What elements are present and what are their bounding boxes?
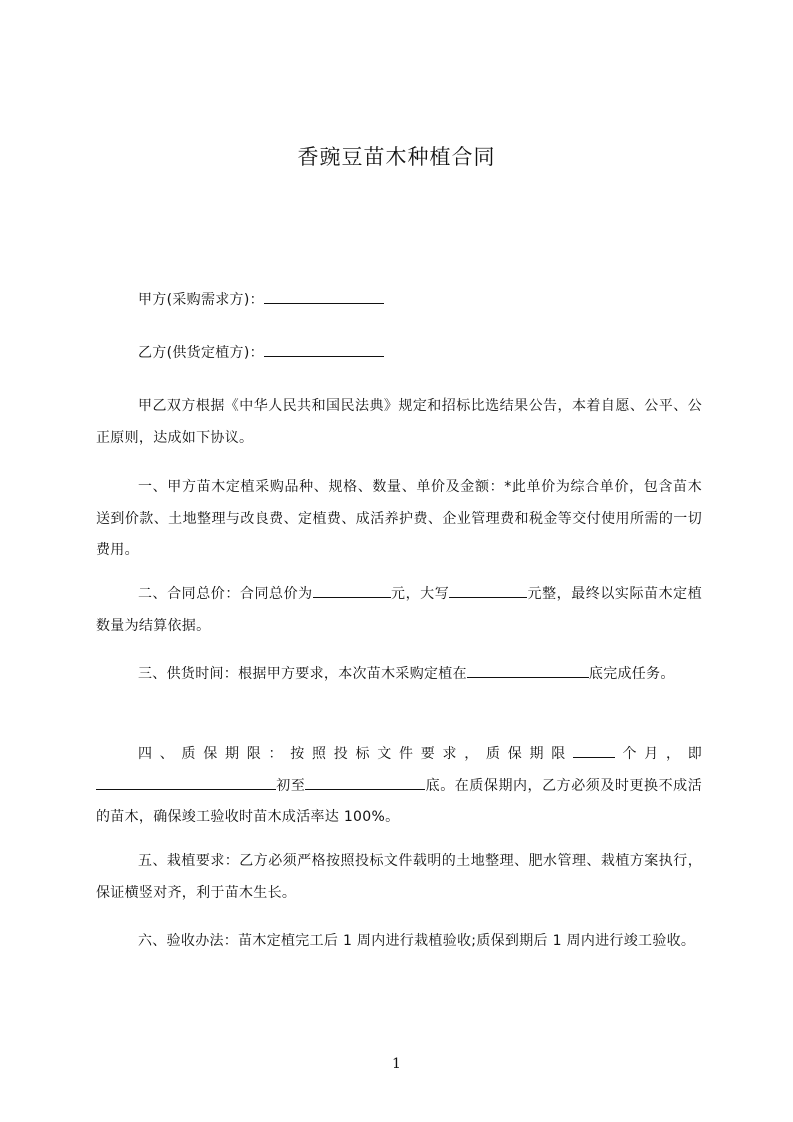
party-b-blank — [264, 340, 384, 357]
clause-2-part-2: 元，大写 — [390, 586, 450, 602]
clause-4-part-2: 个月，即 — [615, 746, 702, 762]
clause-1: 一、甲方苗木定植采购品种、规格、数量、单价及金额：*此单价为综合单价，包含苗木送到价款、土地整理与改良费、定植费、成活养护费、企业管理费和税金等交付使用所需的一切费用。 — [96, 479, 702, 558]
party-a-blank — [264, 287, 384, 304]
clause-2-part-3: 元整，最终以实际苗木定植数量为结算依据。 — [96, 586, 703, 634]
total-price-words-blank — [449, 581, 527, 598]
clause-5: 五、栽植要求：乙方必须严格按照投标文件载明的土地整理、肥水管理、栽植方案执行，保证横竖对齐，利于苗木生长。 — [96, 853, 702, 901]
clause-4 — [96, 739, 702, 834]
page-number: 1 — [392, 1056, 401, 1072]
clause-3-part-2: 底完成任务。 — [588, 666, 675, 682]
party-a-line — [96, 285, 702, 317]
clause-4-part-4: 底。在质保期内，乙方必须及时更换不成活的苗木，确保竣工验收时苗木成活率达 100%。 — [96, 777, 703, 825]
document-title: 香豌豆苗木种植合同 — [297, 145, 496, 169]
clause-3-part-1: 三、供货时间：根据甲方要求，本次苗木采购定植在 — [138, 666, 467, 682]
clause-4-part-1: 四、质保期限：按照投标文件要求，质保期限 — [138, 746, 573, 762]
warranty-months-blank — [573, 741, 615, 758]
clause-4-part-3: 初至 — [276, 777, 306, 794]
party-b-line — [96, 338, 702, 370]
clause-2-part-1: 二、合同总价：合同总价为 — [138, 586, 313, 602]
warranty-start-blank — [96, 773, 276, 790]
intro-paragraph: 甲乙双方根据《中华人民共和国民法典》规定和招标比选结果公告，本着自愿、公平、公正原则，达成如下协议。 — [96, 398, 702, 446]
warranty-end-blank — [305, 773, 425, 790]
clause-2 — [96, 579, 702, 642]
clause-6: 六、验收办法：苗木定植完工后 1 周内进行栽植验收;质保到期后 1 周内进行竣工验收。 — [138, 933, 696, 949]
party-b-label: 乙方(供货定植方)： — [138, 345, 264, 361]
supply-time-blank — [467, 661, 589, 678]
clause-3 — [96, 659, 702, 691]
total-price-blank — [313, 581, 391, 598]
party-a-label: 甲方(采购需求方)： — [138, 292, 264, 308]
